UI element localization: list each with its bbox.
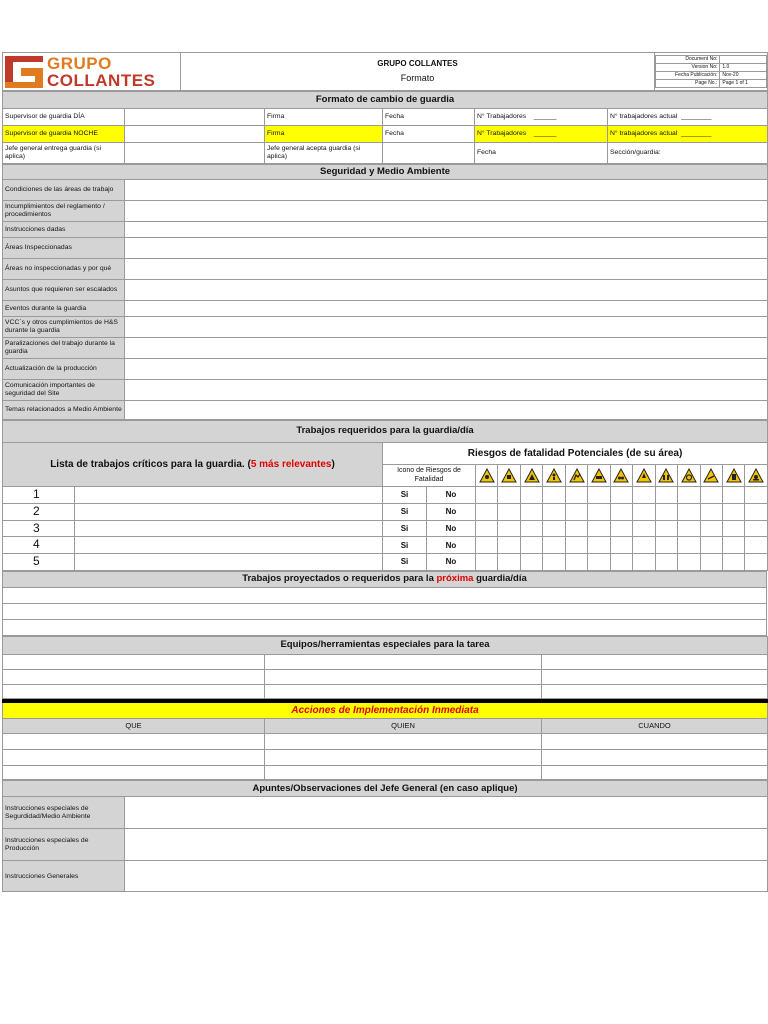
hazard-icon-6 — [590, 468, 607, 483]
chief-delivers-label: Jefe general entrega guardia (si aplica) — [3, 143, 125, 164]
risk-no-option[interactable]: No — [427, 520, 476, 537]
risk-check-cell[interactable] — [543, 487, 565, 504]
projected-row-field[interactable] — [3, 587, 767, 603]
equipment-field[interactable] — [542, 654, 768, 669]
chief-fecha-label[interactable]: Fecha — [475, 143, 608, 164]
company-title: GRUPO COLLANTES — [377, 59, 458, 69]
risk-check-cell[interactable] — [610, 487, 632, 504]
risk-yes-option[interactable]: Si — [383, 487, 427, 504]
critical-work-number: 5 — [3, 554, 75, 571]
critical-works-title — [3, 443, 383, 487]
risk-check-cell[interactable] — [610, 537, 632, 554]
risk-yes-option[interactable]: Si — [383, 554, 427, 571]
night-actual-label: N° trabajadores actual — [610, 130, 678, 138]
chief-delivers-field[interactable] — [125, 143, 265, 164]
form-type: Formato — [400, 73, 435, 84]
col-que: QUE — [3, 719, 265, 734]
critical-works-title-text: Lista de trabajos críticos para la guardia. ( — [50, 458, 251, 470]
risk-check-cell[interactable] — [543, 537, 565, 554]
day-actual-blank: ________ — [681, 113, 712, 121]
critical-work-number: 4 — [3, 537, 75, 554]
equipment-field[interactable] — [265, 684, 542, 698]
safety-row-label: Actualización de la producción — [3, 359, 125, 380]
risk-check-cell[interactable] — [633, 537, 655, 554]
night-workers-label: N° Trabajadores — [477, 130, 527, 138]
risk-check-cell[interactable] — [722, 554, 744, 571]
risk-check-cell[interactable] — [722, 537, 744, 554]
risk-check-cell[interactable] — [610, 554, 632, 571]
safety-row-field[interactable] — [125, 301, 768, 317]
risk-check-cell[interactable] — [745, 520, 768, 537]
risk-check-cell[interactable] — [498, 520, 520, 537]
safety-row-field[interactable] — [125, 259, 768, 280]
risk-check-cell[interactable] — [498, 503, 520, 520]
notes-row-field[interactable] — [125, 797, 768, 829]
notes-title: Apuntes/Observaciones del Jefe General (en caso aplique) — [3, 781, 768, 797]
hazard-cell — [610, 465, 632, 487]
logo-line1: GRUPO — [47, 53, 112, 73]
hazard-cell — [476, 465, 498, 487]
action-cuando-field[interactable] — [542, 734, 768, 750]
safety-row-label: Condiciones de las áreas de trabajo — [3, 180, 125, 201]
actions-title: Acciones de Implementación Inmediata — [3, 701, 768, 719]
meta-key: Version No: — [656, 64, 720, 72]
risk-check-cell[interactable] — [722, 520, 744, 537]
risk-check-cell[interactable] — [655, 537, 677, 554]
notes-row-label: Instrucciones Generales — [3, 861, 125, 892]
safety-row-field[interactable] — [125, 222, 768, 238]
risk-check-cell[interactable] — [588, 503, 610, 520]
risk-check-cell[interactable] — [565, 520, 587, 537]
equipment-field[interactable] — [3, 669, 265, 684]
hazard-icon-9 — [658, 468, 675, 483]
risk-check-cell[interactable] — [610, 520, 632, 537]
safety-row-label: Comunicación importantes de seguridad del Site — [3, 380, 125, 401]
risk-check-cell[interactable] — [633, 554, 655, 571]
meta-key: Document No: — [656, 56, 720, 64]
risk-check-cell[interactable] — [476, 520, 498, 537]
risk-no-option[interactable]: No — [427, 554, 476, 571]
risk-no-option[interactable]: No — [427, 537, 476, 554]
equipment-title: Equipos/herramientas especiales para la tarea — [3, 636, 768, 654]
projected-row-field[interactable] — [3, 603, 767, 619]
projected-row-field[interactable] — [3, 619, 767, 635]
safety-row-field[interactable] — [125, 380, 768, 401]
hazard-icon-8 — [635, 468, 652, 483]
risk-check-cell[interactable] — [745, 503, 768, 520]
risk-check-cell[interactable] — [565, 487, 587, 504]
risk-check-cell[interactable] — [498, 537, 520, 554]
logo-mark-icon — [5, 56, 43, 88]
night-workers-field[interactable] — [475, 126, 608, 143]
risk-check-cell[interactable] — [633, 487, 655, 504]
meta-value — [720, 56, 767, 64]
risk-check-cell[interactable] — [543, 503, 565, 520]
risk-check-cell[interactable] — [678, 503, 700, 520]
action-que-field[interactable] — [3, 734, 265, 750]
risk-check-cell[interactable] — [588, 537, 610, 554]
hazard-cell — [543, 465, 565, 487]
projected-title — [3, 571, 767, 587]
risk-no-option[interactable]: No — [427, 487, 476, 504]
risk-check-cell[interactable] — [678, 554, 700, 571]
risk-check-cell[interactable] — [498, 487, 520, 504]
day-workers-field[interactable] — [475, 109, 608, 126]
chief-accepts-field[interactable] — [383, 143, 475, 164]
critical-work-number: 2 — [3, 503, 75, 520]
risk-yes-option[interactable]: Si — [383, 537, 427, 554]
critical-works-title-close: ) — [331, 458, 335, 470]
risk-check-cell[interactable] — [520, 503, 542, 520]
risk-check-cell[interactable] — [565, 537, 587, 554]
hazard-icon-12 — [725, 468, 742, 483]
logo-cell — [3, 53, 181, 91]
safety-row-label: Áreas no inspeccionadas y por qué — [3, 259, 125, 280]
risk-check-cell[interactable] — [655, 520, 677, 537]
document-meta — [655, 55, 767, 88]
night-actual-blank: ________ — [681, 130, 712, 138]
risk-check-cell[interactable] — [476, 487, 498, 504]
action-quien-field[interactable] — [265, 750, 542, 766]
risk-check-cell[interactable] — [722, 503, 744, 520]
notes-row-label: Instrucciones especiales de Segurdidad/Medio Ambiente — [3, 797, 125, 829]
shift-change-section — [2, 91, 768, 164]
meta-value: Nov-20 — [720, 72, 767, 80]
critical-work-field[interactable] — [75, 487, 383, 504]
critical-work-field[interactable] — [75, 554, 383, 571]
safety-row-label: Asuntos que requieren ser escalados — [3, 280, 125, 301]
hazard-cell — [633, 465, 655, 487]
projected-section — [2, 571, 767, 636]
hazard-icon-7 — [613, 468, 630, 483]
hazard-icon-11 — [703, 468, 720, 483]
hazard-cell — [722, 465, 744, 487]
notes-row-field[interactable] — [125, 829, 768, 861]
night-actual-workers-field[interactable] — [608, 126, 768, 143]
risk-yes-option[interactable]: Si — [383, 503, 427, 520]
risk-check-cell[interactable] — [476, 554, 498, 571]
risk-yes-option[interactable]: Si — [383, 520, 427, 537]
night-firma-label[interactable]: Firma — [265, 126, 383, 143]
safety-row-field[interactable] — [125, 201, 768, 222]
risk-check-cell[interactable] — [498, 554, 520, 571]
meta-value: 1.0 — [720, 64, 767, 72]
equipment-field[interactable] — [265, 669, 542, 684]
risk-check-cell[interactable] — [476, 537, 498, 554]
risk-check-cell[interactable] — [678, 537, 700, 554]
safety-row-field[interactable] — [125, 338, 768, 359]
night-fecha-label[interactable]: Fecha — [383, 126, 475, 143]
hazard-cell — [498, 465, 520, 487]
risk-check-cell[interactable] — [700, 520, 722, 537]
meta-key: Page No.: — [656, 80, 720, 88]
day-supervisor-field[interactable] — [125, 109, 265, 126]
risk-check-cell[interactable] — [700, 487, 722, 504]
hazard-cell — [678, 465, 700, 487]
risk-check-cell[interactable] — [520, 487, 542, 504]
title-cell — [181, 53, 655, 91]
meta-key: Fecha Publicación: — [656, 72, 720, 80]
risk-check-cell[interactable] — [655, 554, 677, 571]
critical-work-number: 1 — [3, 487, 75, 504]
critical-work-field[interactable] — [75, 537, 383, 554]
form-header — [2, 52, 768, 91]
meta-value: Page 1 of 1 — [720, 80, 767, 88]
hazard-icon-1 — [478, 468, 495, 483]
safety-row-field[interactable] — [125, 317, 768, 338]
risk-check-cell[interactable] — [476, 503, 498, 520]
works-title: Trabajos requeridos para la guardia/día — [3, 421, 768, 443]
projected-title-c: guardia/día — [473, 573, 527, 585]
risk-check-cell[interactable] — [520, 520, 542, 537]
action-que-field[interactable] — [3, 750, 265, 766]
risk-check-cell[interactable] — [655, 487, 677, 504]
hazard-cell — [565, 465, 587, 487]
safety-row-label: Incumplimientos del reglamento / procedimientos — [3, 201, 125, 222]
company-logo — [5, 55, 178, 89]
safety-row-label: Temas relacionados a Medio Ambiente — [3, 401, 125, 420]
works-section — [2, 420, 768, 571]
chief-accepts-label[interactable]: Jefe general acepta guardia (si aplica) — [265, 143, 383, 164]
equipment-field[interactable] — [542, 684, 768, 698]
safety-section — [2, 164, 768, 420]
action-quien-field[interactable] — [265, 766, 542, 780]
equipment-field[interactable] — [265, 654, 542, 669]
notes-row-field[interactable] — [125, 861, 768, 892]
risk-no-option[interactable]: No — [427, 503, 476, 520]
risk-check-cell[interactable] — [745, 554, 768, 571]
risk-check-cell[interactable] — [610, 503, 632, 520]
hazard-icon-2 — [500, 468, 517, 483]
safety-row-field[interactable] — [125, 359, 768, 380]
action-cuando-field[interactable] — [542, 766, 768, 780]
risk-check-cell[interactable] — [678, 487, 700, 504]
shift-handover-form — [2, 52, 767, 892]
safety-row-field[interactable] — [125, 401, 768, 420]
notes-row-label: Instrucciones especiales de Producción — [3, 829, 125, 861]
risk-check-cell[interactable] — [633, 520, 655, 537]
risk-check-cell[interactable] — [565, 554, 587, 571]
hazard-cell — [700, 465, 722, 487]
projected-title-a: Trabajos proyectados o requeridos para la — [242, 573, 437, 585]
action-que-field[interactable] — [3, 766, 265, 780]
risk-check-cell[interactable] — [655, 503, 677, 520]
day-supervisor-label: Supervisor de guardia DÍA — [3, 109, 125, 126]
safety-row-field[interactable] — [125, 180, 768, 201]
critical-work-field[interactable] — [75, 520, 383, 537]
hazard-icon-13 — [747, 468, 765, 483]
equipment-field[interactable] — [3, 684, 265, 698]
shift-change-title: Formato de cambio de guardia — [3, 92, 768, 109]
risk-check-cell[interactable] — [520, 537, 542, 554]
hazard-cell — [745, 465, 768, 487]
day-workers-blank: ______ — [533, 113, 557, 121]
projected-title-b: próxima — [436, 573, 474, 585]
safety-row-label: VCC´s y otros cumplimientos de H&S durante la guardia — [3, 317, 125, 338]
risk-check-cell[interactable] — [722, 487, 744, 504]
risk-check-cell[interactable] — [588, 520, 610, 537]
col-quien: QUIEN — [265, 719, 542, 734]
hazard-icon-5 — [568, 468, 585, 483]
day-workers-label: N° Trabajadores — [477, 113, 527, 121]
safety-row-label: Paralizaciones del trabajo durante la guardia — [3, 338, 125, 359]
notes-section — [2, 780, 768, 892]
risk-check-cell[interactable] — [543, 520, 565, 537]
risk-check-cell[interactable] — [588, 554, 610, 571]
equipment-section — [2, 636, 768, 699]
section-shift-label[interactable]: Sección/guardia: — [608, 143, 768, 164]
equipment-field[interactable] — [542, 669, 768, 684]
hazard-icon-10 — [680, 468, 697, 483]
risk-check-cell[interactable] — [745, 537, 768, 554]
action-quien-field[interactable] — [265, 734, 542, 750]
safety-title: Seguridad y Medio Ambiente — [3, 165, 768, 180]
risk-icon-label: Icono de Riesgos de Fatalidad — [383, 465, 476, 487]
night-supervisor-label: Supervisor de guardia NOCHE — [3, 126, 125, 143]
hazard-cell — [588, 465, 610, 487]
risk-check-cell[interactable] — [588, 487, 610, 504]
critical-work-field[interactable] — [75, 503, 383, 520]
logo-line2: COLLANTES — [47, 70, 156, 90]
safety-row-label: Áreas Inspeccionadas — [3, 238, 125, 259]
day-actual-workers-field[interactable] — [608, 109, 768, 126]
night-supervisor-field[interactable] — [125, 126, 265, 143]
risk-check-cell[interactable] — [633, 503, 655, 520]
critical-work-number: 3 — [3, 520, 75, 537]
meta-cell — [655, 53, 768, 91]
day-actual-label: N° trabajadores actual — [610, 113, 678, 121]
action-cuando-field[interactable] — [542, 750, 768, 766]
safety-row-label: Instrucciones dadas — [3, 222, 125, 238]
risk-check-cell[interactable] — [565, 503, 587, 520]
risk-check-cell[interactable] — [700, 537, 722, 554]
risk-check-cell[interactable] — [678, 520, 700, 537]
risk-check-cell[interactable] — [543, 554, 565, 571]
safety-row-label: Eventos durante la guardia — [3, 301, 125, 317]
hazard-icon-3 — [523, 468, 540, 483]
risk-check-cell[interactable] — [700, 554, 722, 571]
hazard-icon-4 — [545, 468, 562, 483]
safety-row-field[interactable] — [125, 280, 768, 301]
col-cuando: CUANDO — [542, 719, 768, 734]
day-firma-label[interactable]: Firma — [265, 109, 383, 126]
risk-check-cell[interactable] — [520, 554, 542, 571]
actions-section — [2, 699, 768, 781]
risk-check-cell[interactable] — [745, 487, 768, 504]
equipment-field[interactable] — [3, 654, 265, 669]
critical-works-highlight: 5 más relevantes — [250, 458, 332, 470]
hazard-cell — [520, 465, 542, 487]
safety-row-field[interactable] — [125, 238, 768, 259]
fatality-risks-title: Riesgos de fatalidad Potenciales (de su área) — [383, 443, 768, 465]
hazard-cell — [655, 465, 677, 487]
risk-check-cell[interactable] — [700, 503, 722, 520]
day-fecha-label[interactable]: Fecha — [383, 109, 475, 126]
night-workers-blank: ______ — [533, 130, 557, 138]
